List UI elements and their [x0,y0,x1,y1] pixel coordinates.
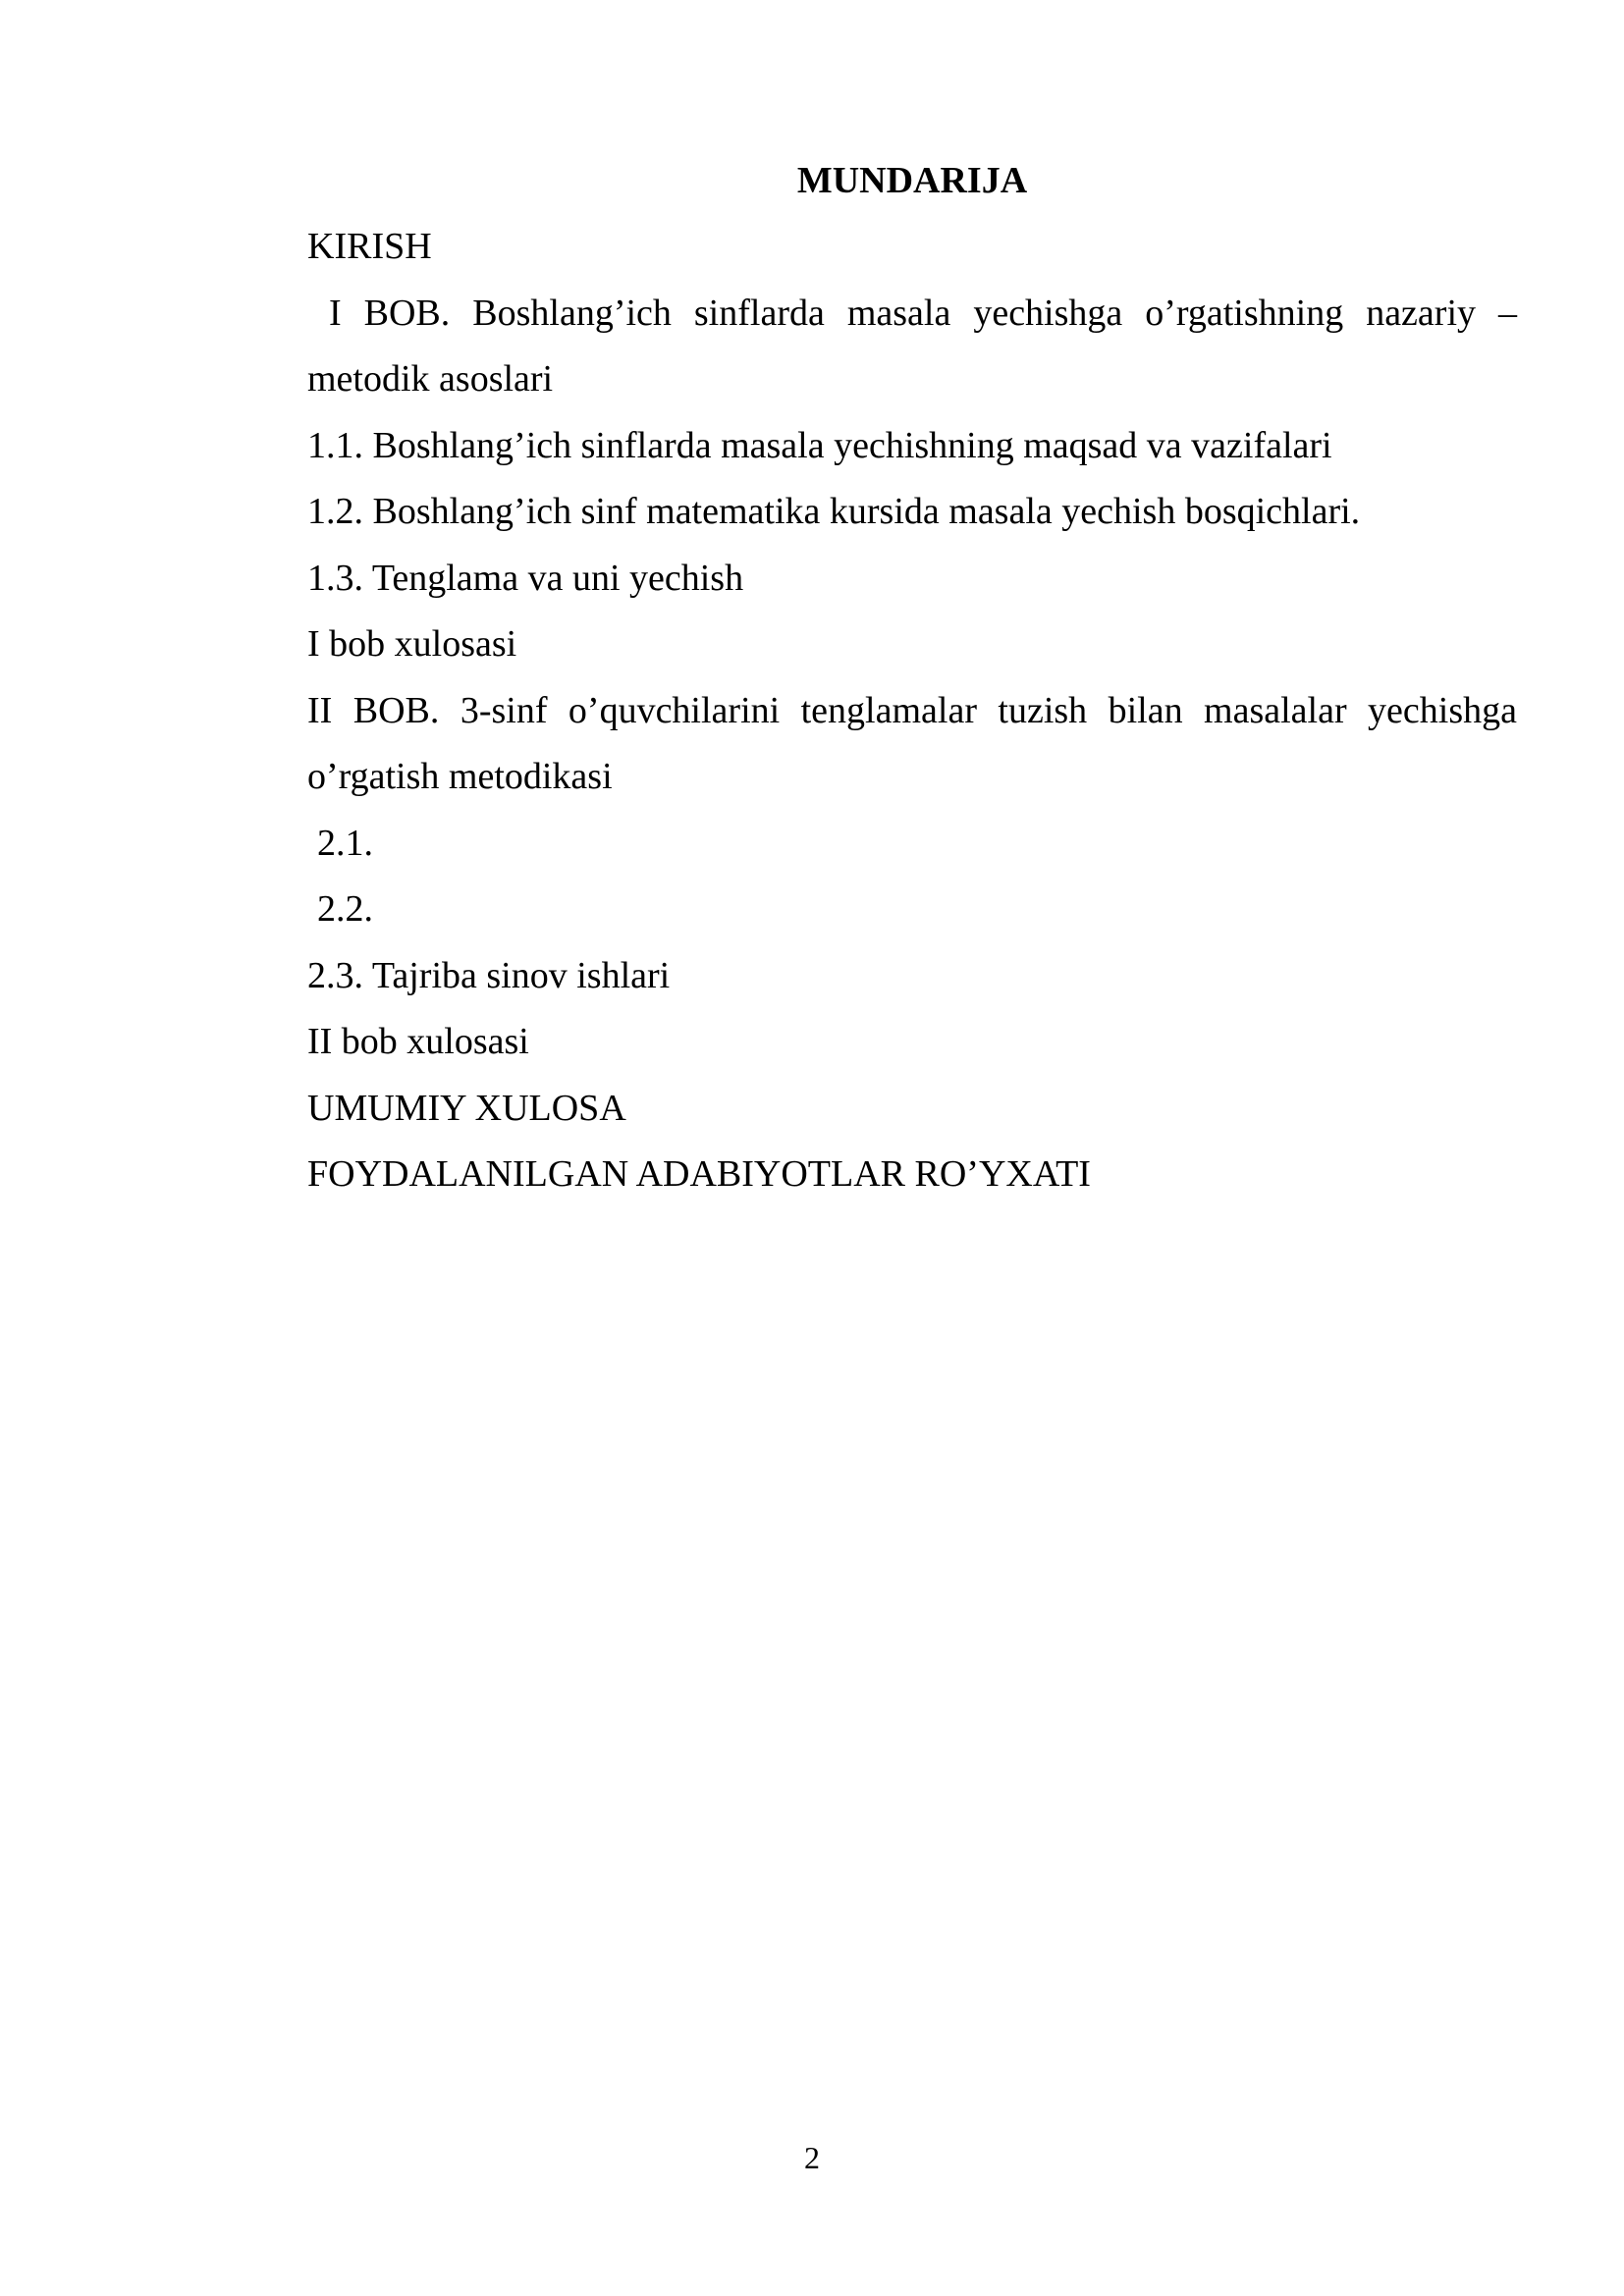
toc-entry-section-2-1: 2.1. [317,822,373,864]
toc-entry-chapter-2: II BOB. 3-sinf o’quvchilarini tenglamalar tuzish bilan masalalar yechishga [307,689,1517,731]
toc-entry-chapter-1: I BOB. Boshlang’ich sinflarda masala yechishga o’rgatishning nazariy – [329,292,1517,334]
toc-entry-section-2-2: 2.2. [317,888,373,930]
toc-title: MUNDARIJA [796,160,1028,201]
toc-entry-references: FOYDALANILGAN ADABIYOTLAR RO’YXATI [307,1153,1091,1195]
toc-entry-chapter-2-continued: o’rgatish metodikasi [307,756,613,797]
toc-entry-chapter-1-continued: metodik asoslari [307,358,554,400]
toc-entry-section-1-2: 1.2. Boshlang’ich sinf matematika kursida masala yechish bosqichlari. [307,491,1361,532]
toc-entry-chapter-1-conclusion: I bob xulosasi [307,623,517,665]
toc-entry-section-1-3: 1.3. Tenglama va uni yechish [307,557,744,599]
table-of-contents [307,147,1517,1208]
toc-entry-chapter-2-conclusion: II bob xulosasi [307,1021,529,1062]
toc-entry-section-2-3: 2.3. Tajriba sinov ishlari [307,954,671,996]
toc-entry-general-conclusion: UMUMIY XULOSA [307,1087,626,1129]
page-number: 2 [804,2140,820,2175]
toc-entry-kirish: KIRISH [307,226,432,267]
toc-entry-section-1-1: 1.1. Boshlang’ich sinflarda masala yechishning maqsad va vazifalari [307,424,1332,466]
